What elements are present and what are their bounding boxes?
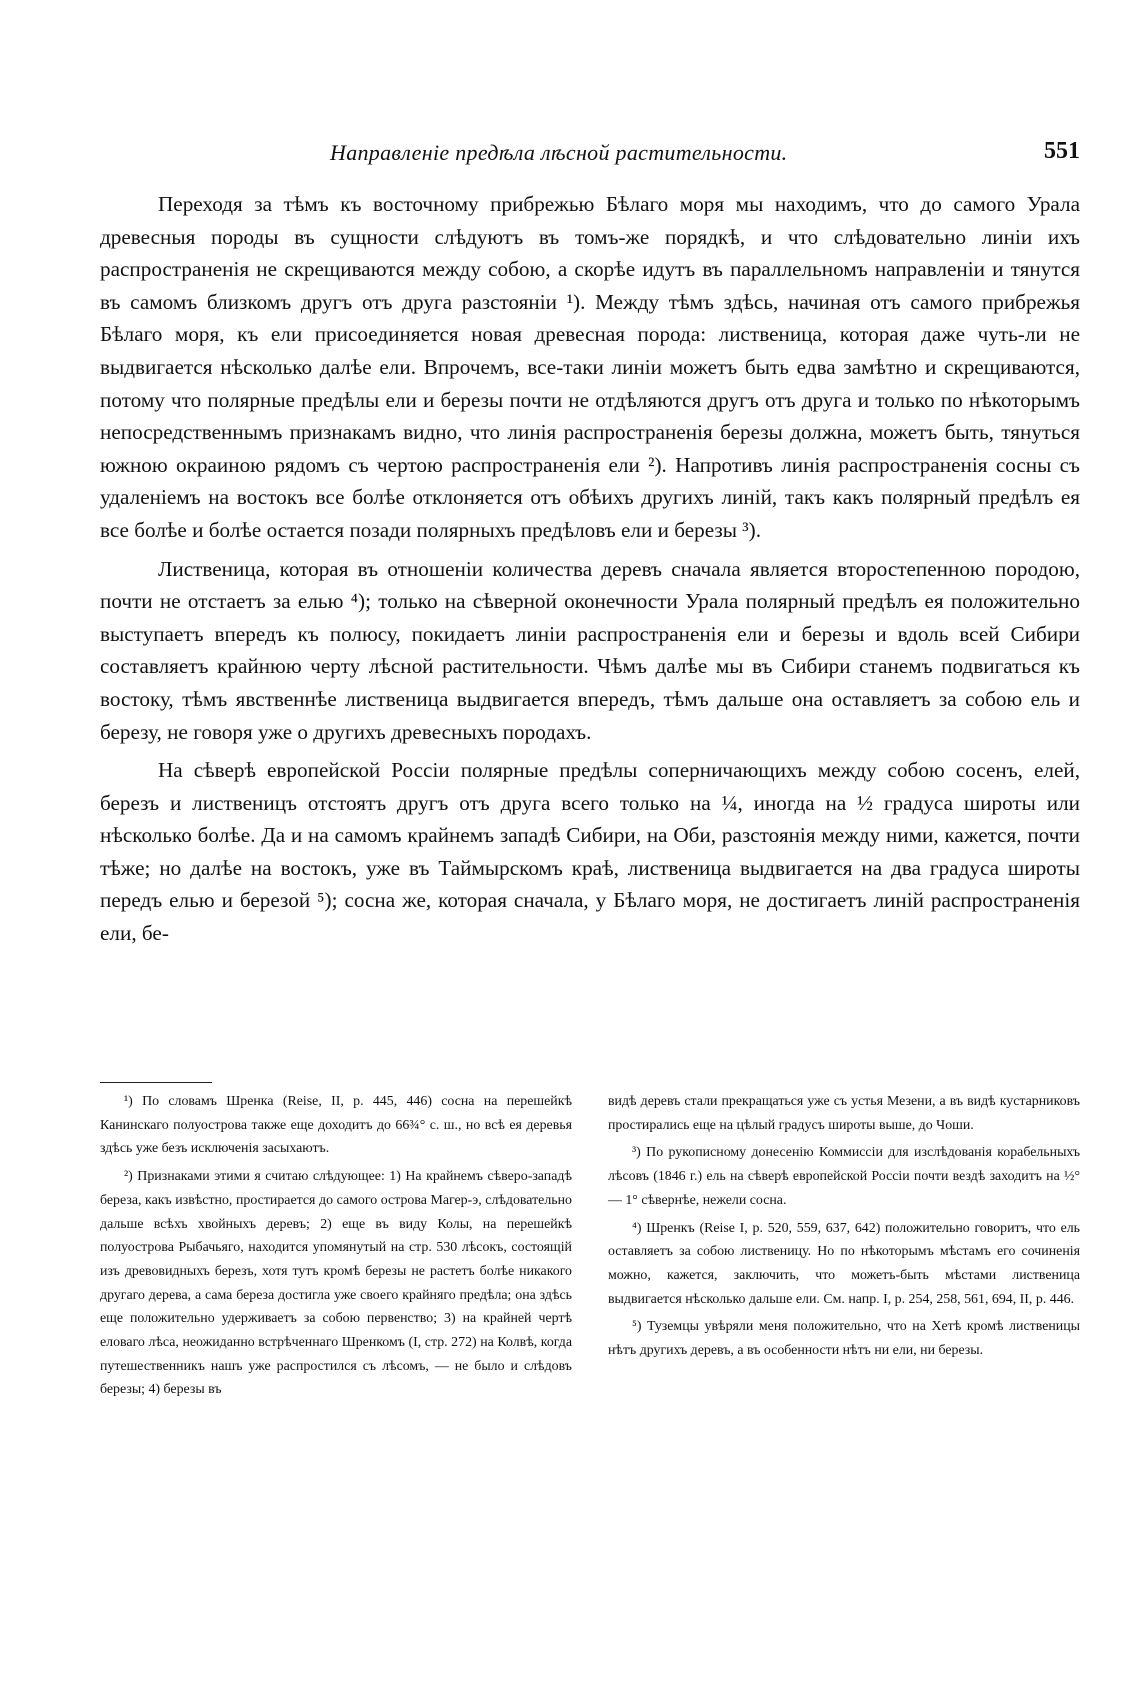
footnotes-left-column <box>100 1090 572 1406</box>
running-head <box>100 140 1080 174</box>
footnote-3: ³) По рукописному донесенію Коммиссіи для изслѣдованія корабельныхъ лѣсовъ (1846 г.) ель на сѣверѣ европейской Россіи почти вездѣ заходитъ на ½° — 1° сѣвернѣе, нежели сосна. <box>608 1145 1080 1208</box>
body-text <box>100 188 1080 956</box>
page-number: 551 <box>1044 138 1080 164</box>
footnotes-right-column <box>608 1090 1080 1367</box>
paragraph-2: Лиственица, которая въ отношеніи количества деревъ сначала является второстепенною породою, почти не отстаетъ за елью ⁴); только на сѣверной оконечности Урала полярный предѣлъ ея положительно выступаетъ впередъ къ полюсу, покидаетъ линіи распространенія ели и березы и вдоль всей Сибири составляетъ крайнюю черту лѣсной растительности. Чѣмъ далѣе мы въ Сибири станемъ подвигаться къ востоку, тѣмъ явственнѣе лиственица выдвигается впередъ, тѣмъ дальше она оставляетъ за собою ель и березу, не говоря уже о другихъ древесныхъ породахъ. <box>100 556 1080 744</box>
footnote-5: ⁵) Туземцы увѣряли меня положительно, что на Хетѣ кромѣ лиственицы нѣтъ другихъ деревъ, а въ особенности нѣтъ ни ели, ни березы. <box>608 1319 1080 1359</box>
footnote-4: ⁴) Шренкъ (Reise I, p. 520, 559, 637, 642) положительно говоритъ, что ель оставляетъ за собою лиственицу. Но по нѣкоторымъ мѣстамъ его сочиненія можно, кажется, заключить, что можетъ-быть мѣстами лиственица выдвигается нѣсколько дальше ели. См. напр. I, p. 254, 258, 561, 694, II, p. 446. <box>608 1220 1080 1307</box>
footnote-2: ²) Признаками этими я считаю слѣдующее: 1) На крайнемъ сѣверо-западѣ береза, какъ извѣстно, простирается до самого острова Магер-э, слѣдовательно дальше всѣхъ хвойныхъ деревъ; 2) еще въ виду Колы, на перешейкѣ полуострова Рыбачьяго, находится упомянутый на стр. 530 лѣсокъ, состоящій изъ древовидныхъ березъ, хотя тутъ кромѣ березы не растетъ болѣе никакого другаго дерева, а сама береза достигла уже своего крайняго предѣла; она здѣсь еще положительно удерживаетъ за собою первенство; 3) на крайней чертѣ еловаго лѣса, неожиданно встрѣченнаго Шренкомъ (I, стр. 272) на Колвѣ, когда путешественникъ нашъ уже распростился съ лѣсомъ, — не было и слѣдовъ березы; 4) березы въ <box>100 1169 572 1398</box>
paragraph-1: Переходя за тѣмъ къ восточному прибрежью Бѣлаго моря мы находимъ, что до самого Урала древесныя породы въ сущности слѣдуютъ въ томъ-же порядкѣ, и что слѣдовательно линіи ихъ распространенія не скрещиваются между собою, а скорѣе идутъ въ параллельномъ направленіи и тянутся въ самомъ близкомъ другъ отъ друга разстояніи ¹). Между тѣмъ здѣсь, начиная отъ самого прибрежья Бѣлаго моря, къ ели присоединяется новая древесная порода: лиственица, которая даже чуть-ли не выдвигается нѣсколько далѣе ели. Впрочемъ, все-таки линіи можетъ быть едва замѣтно и скрещиваются, потому что полярные предѣлы ели и березы почти не отдѣляются другъ отъ друга и только по нѣкоторымъ непосредственнымъ признакамъ видно, что линія распространенія березы должна, можетъ быть, тянуться южною окраиною рядомъ съ чертою распространенія ели ²). Напротивъ линія распространенія сосны съ удаленіемъ на востокъ все болѣе отклоняется отъ обѣихъ другихъ линій, такъ какъ полярный предѣлъ ея все болѣе и болѣе остается позади полярныхъ предѣловъ ели и березы ³). <box>100 192 1080 542</box>
footnote-separator <box>100 1082 212 1083</box>
running-title: Направленіе предѣла лѣсной растительности. <box>330 140 788 165</box>
paragraph-3: На сѣверѣ европейской Россіи полярные предѣлы соперничающихъ между собою сосенъ, елей, березъ и лиственицъ отстоятъ другъ отъ друга всего только на ¼, иногда на ½ градуса широты или нѣсколько болѣе. Да и на самомъ крайнемъ западѣ Сибири, на Оби, разстоянія между ними, кажется, почти тѣже; но далѣе на востокъ, уже въ Таймырскомъ краѣ, лиственица выдвигается на два градуса широты передъ елью и березой ⁵); сосна же, которая сначала, у Бѣлаго моря, не достигаетъ линій распространенія ели, бе- <box>100 758 1080 946</box>
footnote-2-continued: видѣ деревъ стали прекращаться уже съ устья Мезени, а въ видѣ кустарниковъ простирались еще на цѣлый градусъ широты выше, до Чоши. <box>608 1094 1080 1133</box>
footnote-1: ¹) По словамъ Шренка (Reise, II, p. 445, 446) сосна на перешейкѣ Канинскаго полуострова также еще доходитъ до 66¾° с. ш., но всѣ ея деревья здѣсь уже безъ исключенія засыхаютъ. <box>100 1094 572 1157</box>
